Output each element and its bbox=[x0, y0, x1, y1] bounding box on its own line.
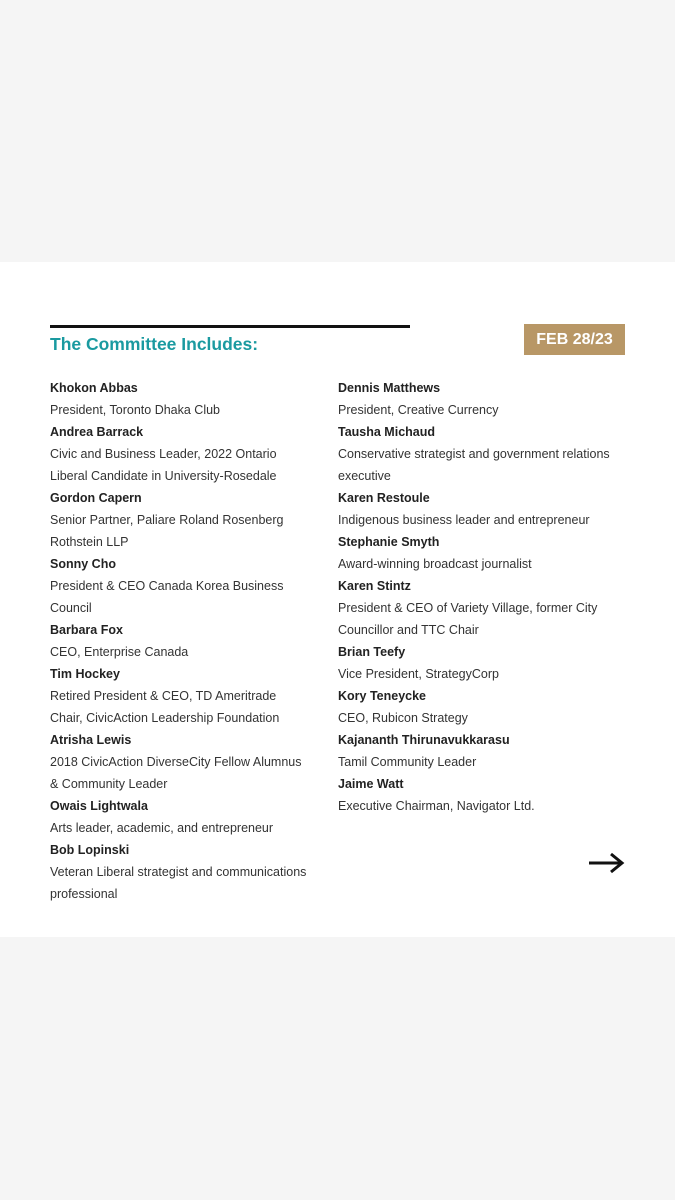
committee-heading: The Committee Includes: bbox=[50, 334, 259, 354]
member-name: Andrea Barrack bbox=[50, 425, 144, 439]
list-item bbox=[338, 421, 638, 487]
list-item bbox=[50, 421, 320, 487]
member-name: Tim Hockey bbox=[50, 667, 120, 681]
member-name: Karen Stintz bbox=[338, 579, 411, 593]
date-badge: FEB 28/23 bbox=[524, 324, 625, 355]
list-item bbox=[50, 553, 320, 619]
right-arrow-icon[interactable] bbox=[588, 852, 626, 874]
member-name: Khokon Abbas bbox=[50, 381, 138, 395]
member-title: Executive Chairman, Navigator Ltd. bbox=[338, 799, 535, 813]
member-title: Retired President & CEO, TD Ameritrade Chair, CivicAction Leadership Foundation bbox=[50, 689, 280, 725]
committee-card bbox=[0, 262, 675, 937]
list-item bbox=[338, 487, 638, 531]
committee-list-right bbox=[338, 377, 638, 817]
member-title: President & CEO of Variety Village, former City Councillor and TTC Chair bbox=[338, 601, 598, 637]
member-name: Dennis Matthews bbox=[338, 381, 441, 395]
list-item bbox=[338, 531, 638, 575]
list-item bbox=[338, 377, 638, 421]
member-name: Kajananth Thirunavukkarasu bbox=[338, 733, 510, 747]
member-name: Tausha Michaud bbox=[338, 425, 436, 439]
member-title: Vice President, StrategyCorp bbox=[338, 667, 499, 681]
member-title: Conservative strategist and government relations executive bbox=[338, 447, 610, 483]
member-name: Kory Teneycke bbox=[338, 689, 427, 703]
member-title: Civic and Business Leader, 2022 Ontario Liberal Candidate in University-Rosedale bbox=[50, 447, 277, 483]
list-item bbox=[50, 487, 320, 553]
member-title: Senior Partner, Paliare Roland Rosenberg Rothstein LLP bbox=[50, 513, 284, 549]
member-title: Award-winning broadcast journalist bbox=[338, 557, 532, 571]
member-title: President & CEO Canada Korea Business Council bbox=[50, 579, 284, 615]
list-item bbox=[338, 641, 638, 685]
member-name: Barbara Fox bbox=[50, 623, 123, 637]
list-item bbox=[338, 729, 638, 773]
member-name: Jaime Watt bbox=[338, 777, 404, 791]
member-title: President, Toronto Dhaka Club bbox=[50, 403, 221, 417]
member-title: CEO, Rubicon Strategy bbox=[338, 711, 468, 725]
member-name: Owais Lightwala bbox=[50, 799, 148, 813]
member-name: Sonny Cho bbox=[50, 557, 116, 571]
member-name: Atrisha Lewis bbox=[50, 733, 132, 747]
member-name: Karen Restoule bbox=[338, 491, 430, 505]
member-name: Bob Lopinski bbox=[50, 843, 130, 857]
list-item bbox=[338, 773, 638, 817]
member-title: 2018 CivicAction DiverseCity Fellow Alumnus & Community Leader bbox=[50, 755, 302, 791]
member-title: President, Creative Currency bbox=[338, 403, 499, 417]
heading-rule bbox=[50, 325, 410, 328]
list-item bbox=[50, 377, 320, 421]
member-name: Brian Teefy bbox=[338, 645, 406, 659]
member-name: Gordon Capern bbox=[50, 491, 142, 505]
member-title: Tamil Community Leader bbox=[338, 755, 477, 769]
committee-list-left bbox=[50, 377, 320, 905]
list-item bbox=[50, 795, 320, 839]
member-title: Veteran Liberal strategist and communications professional bbox=[50, 865, 307, 901]
member-title: Arts leader, academic, and entrepreneur bbox=[50, 821, 274, 835]
list-item bbox=[50, 839, 320, 905]
member-name: Stephanie Smyth bbox=[338, 535, 440, 549]
list-item bbox=[338, 575, 638, 641]
list-item bbox=[50, 729, 320, 795]
list-item bbox=[50, 663, 320, 729]
list-item bbox=[50, 619, 320, 663]
member-title: Indigenous business leader and entrepreneur bbox=[338, 513, 590, 527]
member-title: CEO, Enterprise Canada bbox=[50, 645, 189, 659]
list-item bbox=[338, 685, 638, 729]
